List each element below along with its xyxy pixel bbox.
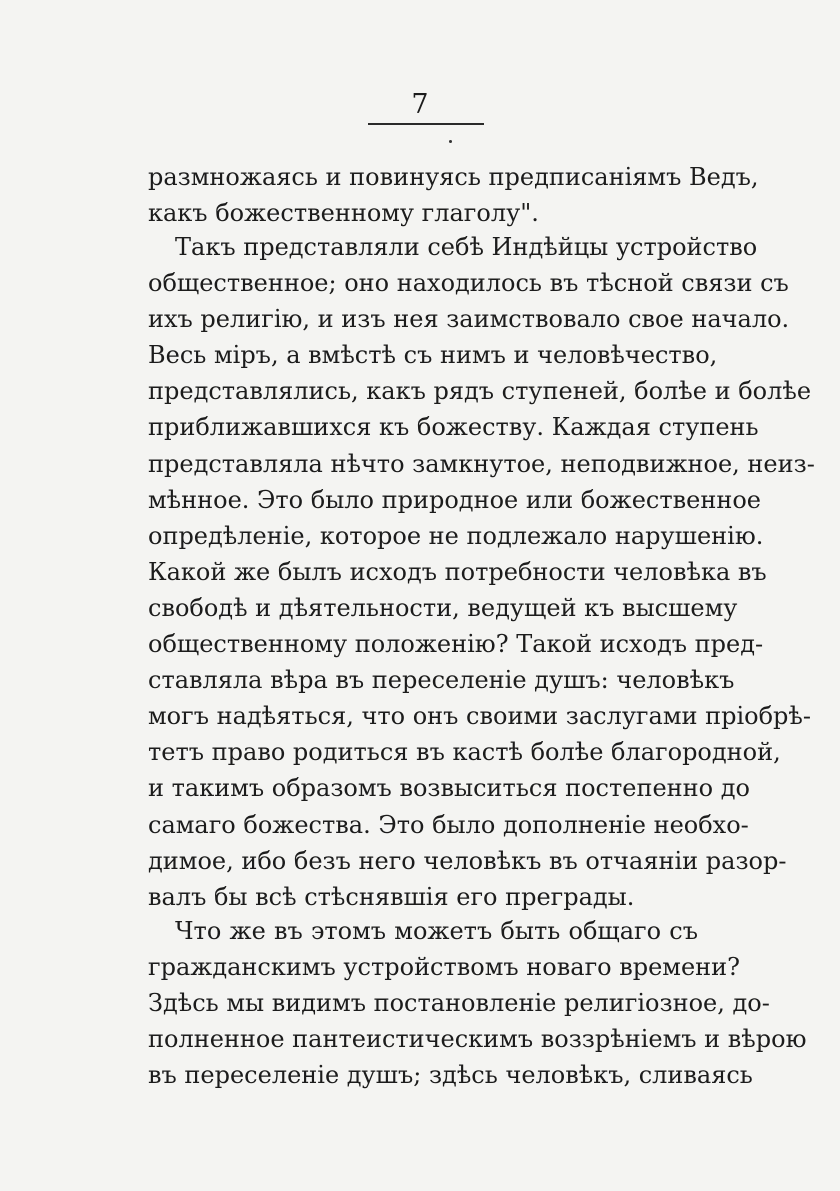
text-line: Здѣсь мы видимъ постановленіе религіозное, до- [148,989,770,1018]
text-line: общественному положенію? Такой исходъ пред- [148,630,764,659]
header-rule [368,123,484,125]
text-line: какъ божественному глаголу". [148,199,539,228]
paragraph-2 [148,229,815,915]
text-line: тетъ право родиться въ кастѣ болѣе благородной, [148,738,781,767]
text-line: въ переселеніе душъ; здѣсь человѣкъ, сливаясь [148,1061,753,1090]
text-line: приближавшихся къ божеству. Каждая ступень [148,413,759,442]
text-line: представляла нѣчто замкнутое, неподвижное, неиз- [148,449,815,478]
paragraph-1 [148,159,759,231]
text-line: гражданскимъ устройствомъ новаго времени? [148,953,741,982]
text-line: ихъ религію, и изъ нея заимствовало свое начало. [148,305,790,334]
text-line: и такимъ образомъ возвыситься постепенно до [148,774,750,803]
paragraph-3 [148,913,807,1093]
text-line: Такъ представляли себѣ Индѣйцы устройство [175,233,758,261]
text-line: самаго божества. Это было дополненіе необхо- [148,810,749,839]
text-line: общественное; оно находилось въ тѣсной связи съ [148,269,789,298]
text-line: Что же въ этомъ можетъ быть общаго съ [175,917,698,945]
text-line: мѣнное. Это было природное или божественное [148,485,761,514]
text-line: Весь міръ, а вмѣстѣ съ нимъ и человѣчество, [148,341,718,370]
text-line: валъ бы всѣ стѣснявшія его преграды. [148,882,635,911]
text-line: могъ надѣяться, что онъ своими заслугами пріобрѣ- [148,702,811,731]
text-line: Какой же былъ исходъ потребности человѣка въ [148,557,767,586]
page-number: 7 [411,89,429,120]
text-line: опредѣленіе, которое не подлежало нарушенію. [148,521,764,550]
text-line: свободѣ и дѣятельности, ведущей къ высшему [148,593,738,622]
text-line: полненное пантеистическимъ воззрѣніемъ и вѣрою [148,1025,807,1054]
text-line: представлялись, какъ рядъ ступеней, болѣе и болѣе [148,377,812,406]
header-dot [449,140,452,143]
text-line: димое, ибо безъ него человѣкъ въ отчаяніи разор- [148,846,787,875]
text-line: размножаясь и повинуясь предписаніямъ Ведъ, [148,163,759,191]
text-line: ставляла вѣра въ переселеніе душъ: человѣкъ [148,666,735,695]
